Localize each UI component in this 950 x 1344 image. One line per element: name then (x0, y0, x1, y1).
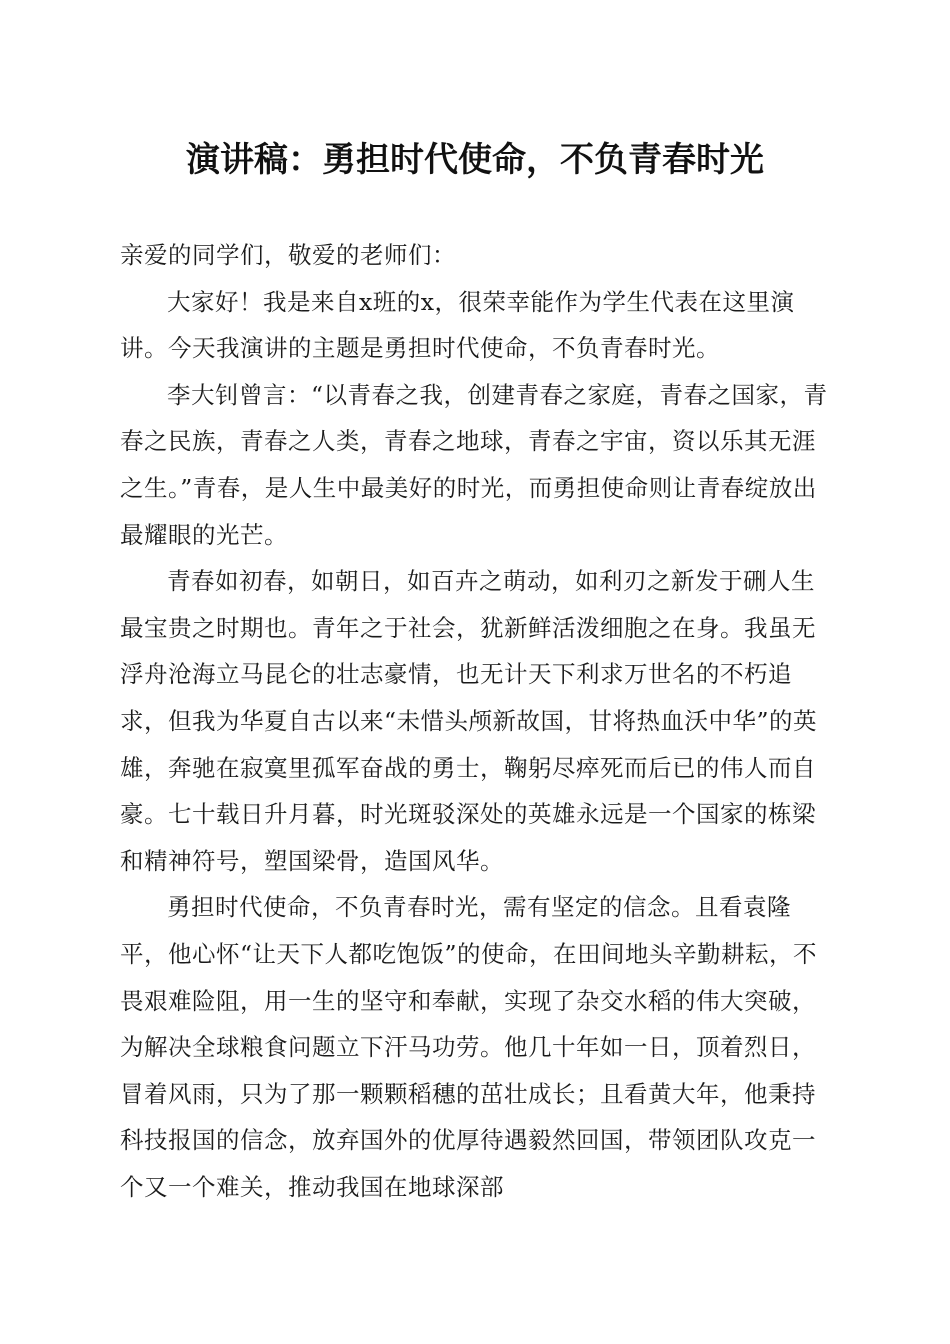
salutation: 亲爱的同学们，敬爱的老师们： (120, 241, 456, 269)
document-body (120, 232, 832, 1210)
paragraph-2: 李大钊曾言：“以青春之我，创建青春之家庭，青春之国家，青春之民族，青春之人类，青春之地球，青春之宇宙，资以乐其无涯之生。”青春，是人生中最美好的时光，而勇担使命则让青春绽放出最耀眼的光芒。 (120, 380, 828, 549)
paragraph-3: 青春如初春，如朝日，如百卉之萌动，如利刃之新发于硎人生最宝贵之时期也。青年之于社会，犹新鲜活泼细胞之在身。我虽无浮舟沧海立马昆仑的壮志豪情，也无计天下利求万世名的不朽追求，但我为华夏自古以来“未惜头颅新故国，甘将热血沃中华”的英雄，奔驰在寂寞里孤军奋战的勇士，鞠躬尽瘁死而后已的伟人而自豪。七十载日升月暮，时光斑驳深处的英雄永远是一个国家的栋梁和精神符号，塑国梁骨，造国风华。 (120, 567, 818, 875)
document-title: 演讲稿：勇担时代使命，不负青春时光 (186, 140, 764, 180)
paragraph-4: 勇担时代使命，不负青春时光，需有坚定的信念。且看袁隆平，他心怀“让天下人都吃饱饭”的使命，在田间地头辛勤耕耘，不畏艰难险阻，用一生的坚守和奉献，实现了杂交水稻的伟大突破，为解决全球粮食问题立下汗马功劳。他几十年如一日，顶着烈日，冒着风雨，只为了那一颗颗稻穗的茁壮成长；且看黄大年，他秉持科技报国的信念，放弃国外的优厚待遇毅然回国，带领团队攻克一个又一个难关，推动我国在地球深部 (120, 893, 818, 1201)
paragraph-1: 大家好！我是来自x班的x，很荣幸能作为学生代表在这里演讲。今天我演讲的主题是勇担时代使命，不负青春时光。 (120, 287, 795, 363)
